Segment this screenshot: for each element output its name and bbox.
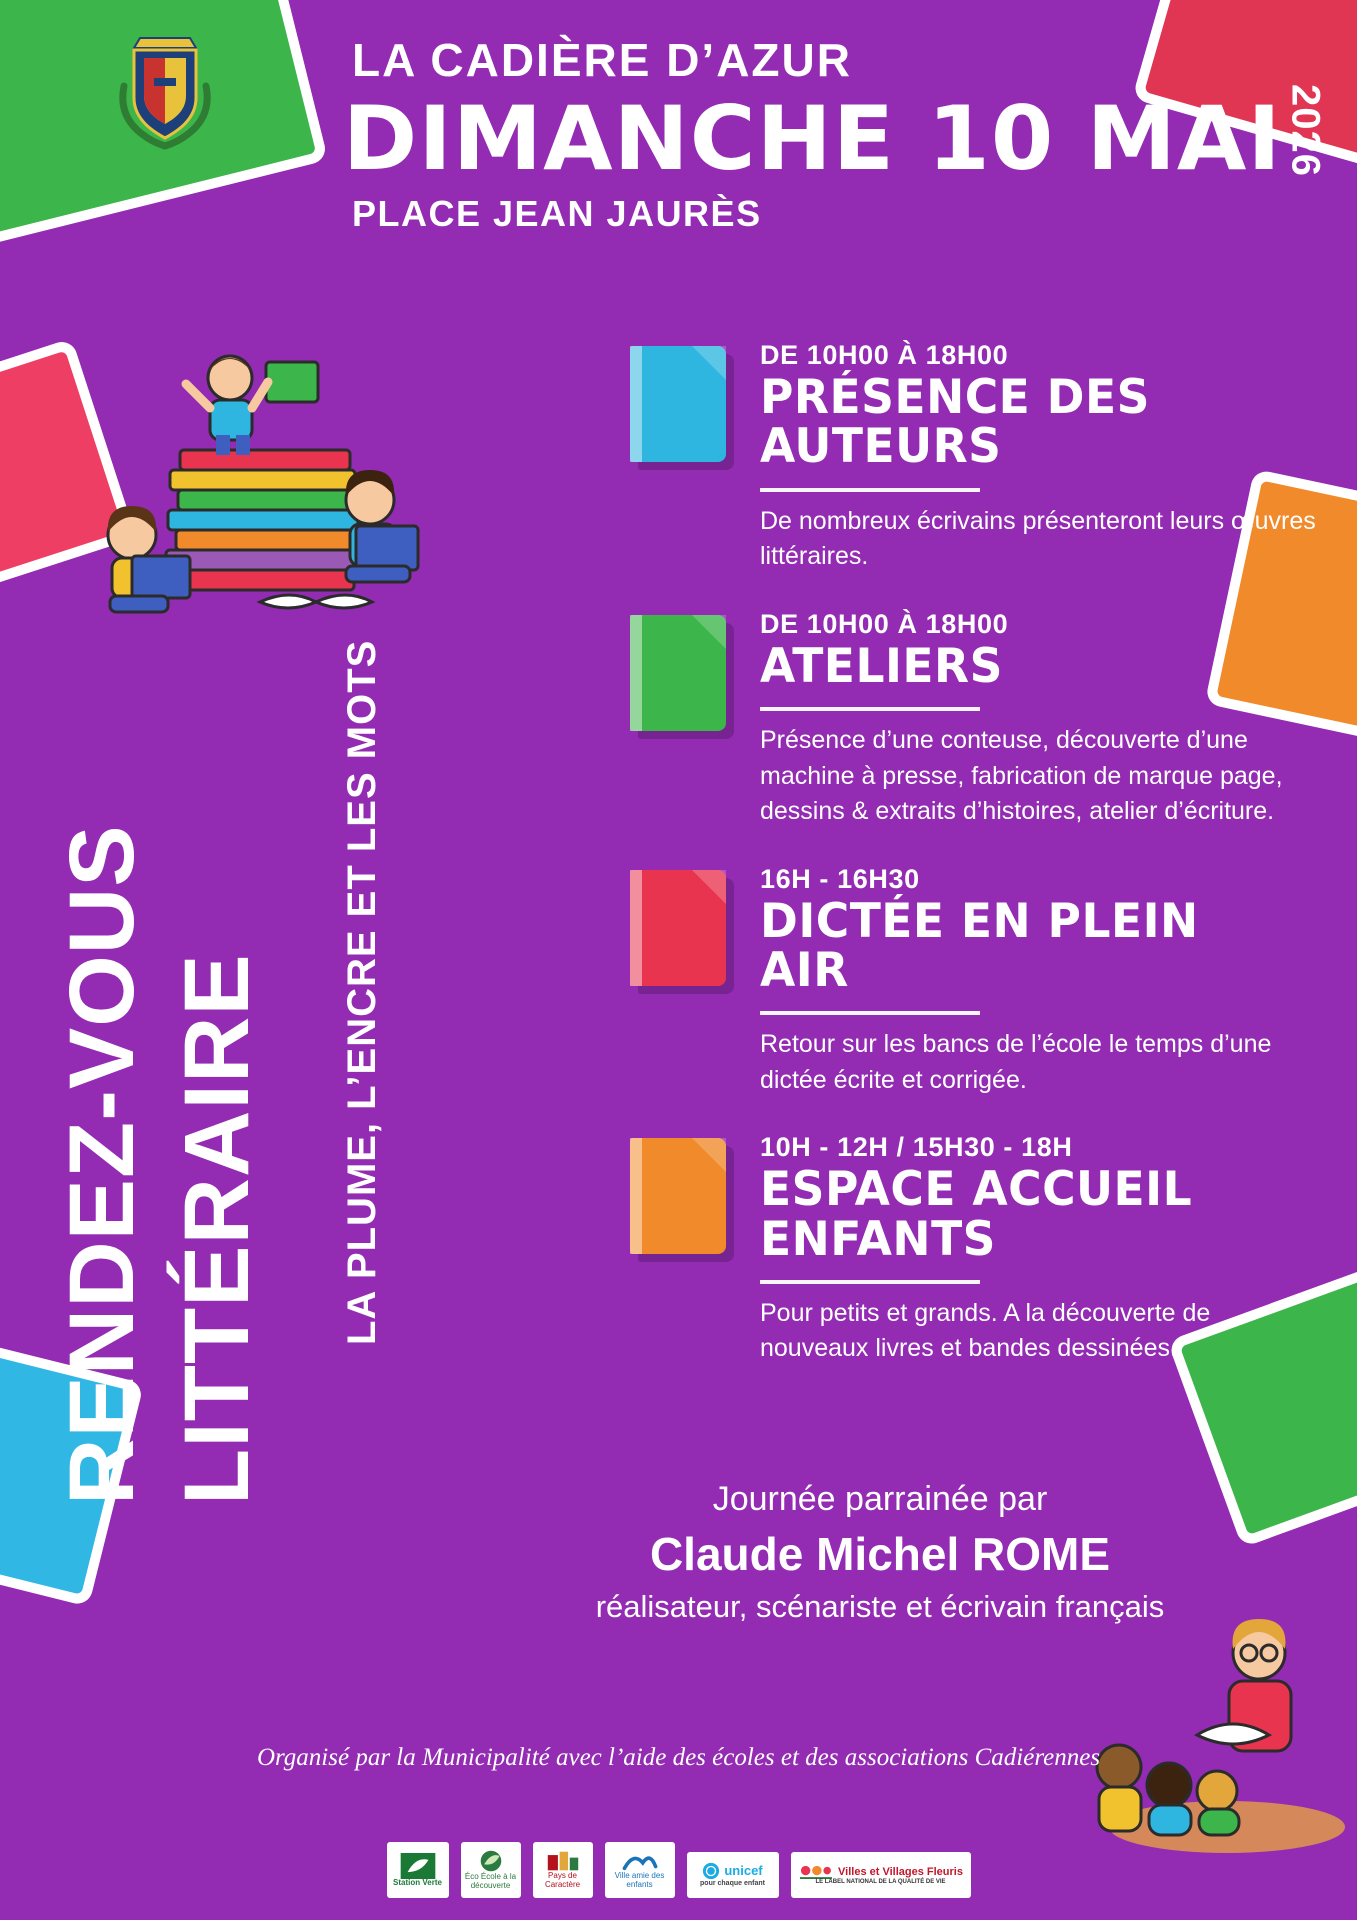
- title-line-1: RENDEZ-VOUS: [51, 824, 153, 1505]
- ville-amie-label: Ville amie des enfants: [614, 1871, 665, 1889]
- event-dateline: [342, 84, 1328, 191]
- unicef-label: unicef: [724, 1863, 763, 1878]
- programme-item-name: PRÉSENCE DES AUTEURS: [760, 370, 1150, 475]
- programme-item-time: DE 10H00 À 18H00: [760, 608, 1009, 639]
- programme-list: [630, 340, 1320, 1401]
- sponsor-name: Claude Michel ROME: [649, 1528, 1111, 1580]
- programme-item-desc: Pour petits et grands. A la découverte de nouveaux livres et bandes dessinées.: [760, 1298, 1211, 1363]
- sponsor-intro: Journée parrainée par: [712, 1480, 1048, 1518]
- children-reading-illustration: [70, 330, 470, 660]
- event-place: PLACE JEAN JAURÈS: [352, 193, 762, 235]
- station-verte-label: Station Verte: [393, 1877, 442, 1887]
- programme-item-desc: Retour sur les bancs de l’école le temps d’une dictée écrite et corrigée.: [760, 1030, 1272, 1094]
- title-line-2: LITTÉRAIRE: [166, 953, 268, 1505]
- unicef-logo: [687, 1852, 779, 1898]
- organiser-text: Organisé par la Municipalité avec l’aide des écoles et des associations Cadiérennes: [256, 1744, 1101, 1771]
- poster-header: [342, 34, 1328, 235]
- event-year: 2026: [1283, 84, 1328, 178]
- vvf-sublabel: LE LABEL NATIONAL DE LA QUALITÉ DE VIE: [815, 1879, 946, 1886]
- programme-item-time: 10H - 12H / 15H30 - 18H: [760, 1132, 1073, 1163]
- programme-item: [630, 609, 1320, 830]
- divider: [760, 707, 980, 711]
- station-verte-logo: [387, 1842, 449, 1898]
- programme-item-time: DE 10H00 À 18H00: [760, 340, 1009, 370]
- programme-item-desc: De nombreux écrivains présenteront leurs œuvres littéraires.: [760, 506, 1316, 571]
- eco-ecole-label: Éco École à la découverte: [464, 1872, 517, 1890]
- ville-amie-des-enfants-logo: [605, 1842, 675, 1898]
- programme-item: [630, 340, 1320, 575]
- programme-item: [630, 864, 1320, 1099]
- event-date: DIMANCHE 10 MAI: [342, 87, 1282, 191]
- town-crest-icon: [110, 28, 220, 158]
- divider: [760, 488, 980, 492]
- caractere-label: Pays de Caractère: [544, 1871, 581, 1889]
- book-icon-green: [630, 615, 726, 731]
- title-subtitle: LA PLUME, L’ENCRE ET LES MOTS: [340, 639, 384, 1345]
- partner-logos: [387, 1842, 971, 1898]
- vvf-label: Villes et Villages Fleuris: [838, 1865, 963, 1878]
- eco-ecole-logo: [461, 1842, 521, 1898]
- teacher-reading-illustration: [1077, 1595, 1347, 1855]
- book-icon-orange: [630, 1138, 726, 1254]
- unicef-sublabel: pour chaque enfant: [700, 1880, 765, 1888]
- programme-item-name: DICTÉE EN PLEIN AIR: [760, 893, 1199, 998]
- programme-item-name: ATELIERS: [760, 638, 1003, 694]
- divider: [760, 1011, 980, 1015]
- villes-et-villages-fleuris-logo: [791, 1852, 971, 1898]
- caractere-logo: [533, 1842, 593, 1898]
- programme-item-time: 16H - 16H30: [760, 863, 920, 894]
- book-icon-blue: [630, 346, 726, 462]
- book-icon-red: [630, 870, 726, 986]
- town-name: LA CADIÈRE D’AZUR: [352, 34, 852, 86]
- sponsor-role: réalisateur, scénariste et écrivain français: [595, 1589, 1165, 1624]
- divider: [760, 1280, 980, 1284]
- programme-item: [630, 1132, 1320, 1367]
- programme-item-desc: Présence d’une conteuse, découverte d’une machine à presse, fabrication de marque page, dessins & extraits d’histoires, atelier d’écriture.: [760, 726, 1283, 826]
- programme-item-name: ESPACE ACCUEIL ENFANTS: [760, 1162, 1193, 1267]
- poster-title: [51, 639, 525, 1505]
